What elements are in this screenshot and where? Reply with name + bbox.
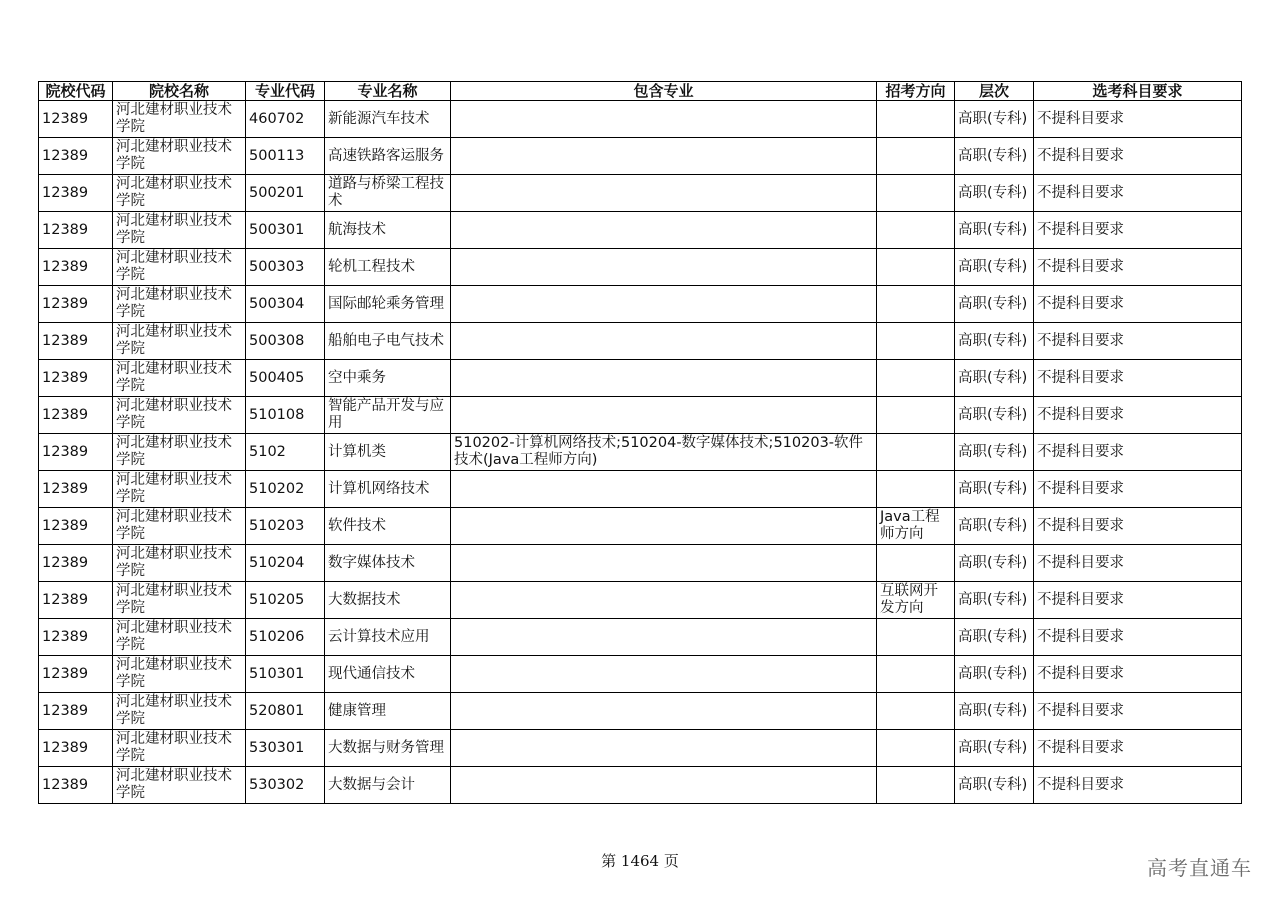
cell-school-code: 12389 (39, 286, 113, 323)
cell-major-name: 计算机网络技术 (325, 471, 451, 508)
cell-major-name: 轮机工程技术 (325, 249, 451, 286)
cell-included-majors (451, 508, 877, 545)
cell-included-majors (451, 693, 877, 730)
cell-subject-requirement: 不提科目要求 (1034, 434, 1242, 471)
cell-major-code: 500301 (246, 212, 325, 249)
cell-major-name: 船舶电子电气技术 (325, 323, 451, 360)
cell-level: 高职(专科) (955, 138, 1034, 175)
cell-major-code: 510206 (246, 619, 325, 656)
cell-subject-requirement: 不提科目要求 (1034, 730, 1242, 767)
cell-direction (877, 323, 955, 360)
cell-subject-requirement: 不提科目要求 (1034, 323, 1242, 360)
header-school-name: 院校名称 (113, 82, 246, 101)
cell-included-majors (451, 175, 877, 212)
cell-school-code: 12389 (39, 693, 113, 730)
cell-included-majors (451, 286, 877, 323)
cell-level: 高职(专科) (955, 286, 1034, 323)
cell-school-code: 12389 (39, 656, 113, 693)
cell-school-code: 12389 (39, 730, 113, 767)
cell-major-name: 计算机类 (325, 434, 451, 471)
watermark: 高考直通车 (1147, 856, 1252, 880)
cell-included-majors (451, 323, 877, 360)
cell-subject-requirement: 不提科目要求 (1034, 360, 1242, 397)
table-row (39, 767, 1242, 804)
cell-subject-requirement: 不提科目要求 (1034, 545, 1242, 582)
cell-school-code: 12389 (39, 434, 113, 471)
cell-direction (877, 397, 955, 434)
cell-school-name: 河北建材职业技术学院 (113, 101, 246, 138)
header-subject-requirement: 选考科目要求 (1034, 82, 1242, 101)
cell-level: 高职(专科) (955, 434, 1034, 471)
table-row (39, 582, 1242, 619)
cell-school-code: 12389 (39, 619, 113, 656)
cell-major-name: 国际邮轮乘务管理 (325, 286, 451, 323)
cell-school-name: 河北建材职业技术学院 (113, 730, 246, 767)
cell-school-code: 12389 (39, 360, 113, 397)
cell-subject-requirement: 不提科目要求 (1034, 212, 1242, 249)
cell-included-majors: 510202-计算机网络技术;510204-数字媒体技术;510203-软件技术(Java工程师方向) (451, 434, 877, 471)
cell-level: 高职(专科) (955, 767, 1034, 804)
cell-major-code: 530301 (246, 730, 325, 767)
cell-included-majors (451, 471, 877, 508)
cell-level: 高职(专科) (955, 323, 1034, 360)
cell-school-name: 河北建材职业技术学院 (113, 434, 246, 471)
cell-major-code: 500201 (246, 175, 325, 212)
cell-level: 高职(专科) (955, 582, 1034, 619)
table-row (39, 101, 1242, 138)
cell-school-code: 12389 (39, 101, 113, 138)
table-row (39, 508, 1242, 545)
cell-major-code: 500405 (246, 360, 325, 397)
cell-school-name: 河北建材职业技术学院 (113, 767, 246, 804)
table-row (39, 545, 1242, 582)
table-row (39, 286, 1242, 323)
cell-subject-requirement: 不提科目要求 (1034, 175, 1242, 212)
header-included-majors: 包含专业 (451, 82, 877, 101)
table-row (39, 434, 1242, 471)
cell-major-code: 500303 (246, 249, 325, 286)
cell-included-majors (451, 397, 877, 434)
cell-school-name: 河北建材职业技术学院 (113, 323, 246, 360)
cell-major-name: 航海技术 (325, 212, 451, 249)
cell-school-code: 12389 (39, 397, 113, 434)
cell-direction (877, 138, 955, 175)
cell-major-code: 520801 (246, 693, 325, 730)
cell-major-name: 云计算技术应用 (325, 619, 451, 656)
cell-school-code: 12389 (39, 175, 113, 212)
cell-school-name: 河北建材职业技术学院 (113, 471, 246, 508)
cell-school-code: 12389 (39, 138, 113, 175)
cell-included-majors (451, 730, 877, 767)
cell-level: 高职(专科) (955, 397, 1034, 434)
cell-major-name: 现代通信技术 (325, 656, 451, 693)
cell-direction (877, 360, 955, 397)
cell-included-majors (451, 138, 877, 175)
cell-major-code: 510204 (246, 545, 325, 582)
cell-school-name: 河北建材职业技术学院 (113, 656, 246, 693)
cell-school-code: 12389 (39, 508, 113, 545)
cell-direction: 互联网开发方向 (877, 582, 955, 619)
cell-school-name: 河北建材职业技术学院 (113, 138, 246, 175)
cell-included-majors (451, 545, 877, 582)
cell-school-name: 河北建材职业技术学院 (113, 397, 246, 434)
cell-major-name: 智能产品开发与应用 (325, 397, 451, 434)
cell-direction: Java工程师方向 (877, 508, 955, 545)
header-direction: 招考方向 (877, 82, 955, 101)
cell-level: 高职(专科) (955, 249, 1034, 286)
cell-direction (877, 545, 955, 582)
cell-major-name: 大数据与会计 (325, 767, 451, 804)
cell-school-code: 12389 (39, 249, 113, 286)
cell-direction (877, 471, 955, 508)
cell-included-majors (451, 360, 877, 397)
cell-direction (877, 767, 955, 804)
table-row (39, 471, 1242, 508)
cell-major-code: 510203 (246, 508, 325, 545)
cell-direction (877, 101, 955, 138)
cell-included-majors (451, 249, 877, 286)
cell-level: 高职(专科) (955, 656, 1034, 693)
page-number: 第 1464 页 (601, 852, 679, 870)
cell-subject-requirement: 不提科目要求 (1034, 249, 1242, 286)
cell-major-code: 510205 (246, 582, 325, 619)
cell-major-name: 大数据与财务管理 (325, 730, 451, 767)
cell-subject-requirement: 不提科目要求 (1034, 767, 1242, 804)
cell-direction (877, 212, 955, 249)
header-row (39, 82, 1242, 101)
cell-major-code: 460702 (246, 101, 325, 138)
cell-major-name: 空中乘务 (325, 360, 451, 397)
cell-included-majors (451, 767, 877, 804)
cell-direction (877, 175, 955, 212)
table-row (39, 360, 1242, 397)
cell-school-name: 河北建材职业技术学院 (113, 693, 246, 730)
table-row (39, 693, 1242, 730)
cell-major-code: 510202 (246, 471, 325, 508)
table-row (39, 656, 1242, 693)
cell-direction (877, 434, 955, 471)
cell-direction (877, 656, 955, 693)
header-major-code: 专业代码 (246, 82, 325, 101)
cell-major-name: 数字媒体技术 (325, 545, 451, 582)
cell-subject-requirement: 不提科目要求 (1034, 286, 1242, 323)
cell-included-majors (451, 656, 877, 693)
cell-level: 高职(专科) (955, 101, 1034, 138)
cell-major-code: 500308 (246, 323, 325, 360)
cell-major-code: 530302 (246, 767, 325, 804)
header-major-name: 专业名称 (325, 82, 451, 101)
cell-major-name: 软件技术 (325, 508, 451, 545)
cell-major-code: 510108 (246, 397, 325, 434)
cell-subject-requirement: 不提科目要求 (1034, 397, 1242, 434)
cell-level: 高职(专科) (955, 730, 1034, 767)
cell-school-name: 河北建材职业技术学院 (113, 360, 246, 397)
cell-level: 高职(专科) (955, 212, 1034, 249)
cell-school-name: 河北建材职业技术学院 (113, 508, 246, 545)
table-row (39, 249, 1242, 286)
cell-school-code: 12389 (39, 582, 113, 619)
cell-level: 高职(专科) (955, 175, 1034, 212)
cell-subject-requirement: 不提科目要求 (1034, 138, 1242, 175)
cell-subject-requirement: 不提科目要求 (1034, 508, 1242, 545)
admissions-table (38, 81, 1242, 804)
cell-included-majors (451, 619, 877, 656)
cell-major-name: 大数据技术 (325, 582, 451, 619)
cell-level: 高职(专科) (955, 619, 1034, 656)
cell-level: 高职(专科) (955, 471, 1034, 508)
cell-level: 高职(专科) (955, 545, 1034, 582)
cell-major-code: 500304 (246, 286, 325, 323)
table-row (39, 323, 1242, 360)
cell-school-name: 河北建材职业技术学院 (113, 249, 246, 286)
cell-subject-requirement: 不提科目要求 (1034, 693, 1242, 730)
cell-direction (877, 619, 955, 656)
cell-major-name: 新能源汽车技术 (325, 101, 451, 138)
table-row (39, 730, 1242, 767)
cell-level: 高职(专科) (955, 360, 1034, 397)
cell-major-code: 5102 (246, 434, 325, 471)
cell-included-majors (451, 101, 877, 138)
table-row (39, 138, 1242, 175)
cell-major-code: 510301 (246, 656, 325, 693)
cell-major-name: 道路与桥梁工程技术 (325, 175, 451, 212)
cell-direction (877, 730, 955, 767)
table-row (39, 397, 1242, 434)
table-row (39, 175, 1242, 212)
cell-school-code: 12389 (39, 545, 113, 582)
cell-school-code: 12389 (39, 471, 113, 508)
cell-included-majors (451, 212, 877, 249)
cell-school-name: 河北建材职业技术学院 (113, 175, 246, 212)
cell-subject-requirement: 不提科目要求 (1034, 656, 1242, 693)
cell-level: 高职(专科) (955, 693, 1034, 730)
cell-included-majors (451, 582, 877, 619)
cell-subject-requirement: 不提科目要求 (1034, 619, 1242, 656)
cell-school-name: 河北建材职业技术学院 (113, 619, 246, 656)
cell-school-code: 12389 (39, 767, 113, 804)
table-row (39, 212, 1242, 249)
header-school-code: 院校代码 (39, 82, 113, 101)
cell-school-code: 12389 (39, 323, 113, 360)
cell-school-name: 河北建材职业技术学院 (113, 286, 246, 323)
cell-subject-requirement: 不提科目要求 (1034, 471, 1242, 508)
cell-school-name: 河北建材职业技术学院 (113, 545, 246, 582)
cell-major-name: 健康管理 (325, 693, 451, 730)
cell-subject-requirement: 不提科目要求 (1034, 101, 1242, 138)
cell-major-code: 500113 (246, 138, 325, 175)
cell-direction (877, 693, 955, 730)
table-body (39, 101, 1242, 804)
cell-school-name: 河北建材职业技术学院 (113, 582, 246, 619)
cell-school-code: 12389 (39, 212, 113, 249)
cell-direction (877, 286, 955, 323)
cell-major-name: 高速铁路客运服务 (325, 138, 451, 175)
table-row (39, 619, 1242, 656)
cell-level: 高职(专科) (955, 508, 1034, 545)
cell-subject-requirement: 不提科目要求 (1034, 582, 1242, 619)
header-level: 层次 (955, 82, 1034, 101)
cell-school-name: 河北建材职业技术学院 (113, 212, 246, 249)
cell-direction (877, 249, 955, 286)
